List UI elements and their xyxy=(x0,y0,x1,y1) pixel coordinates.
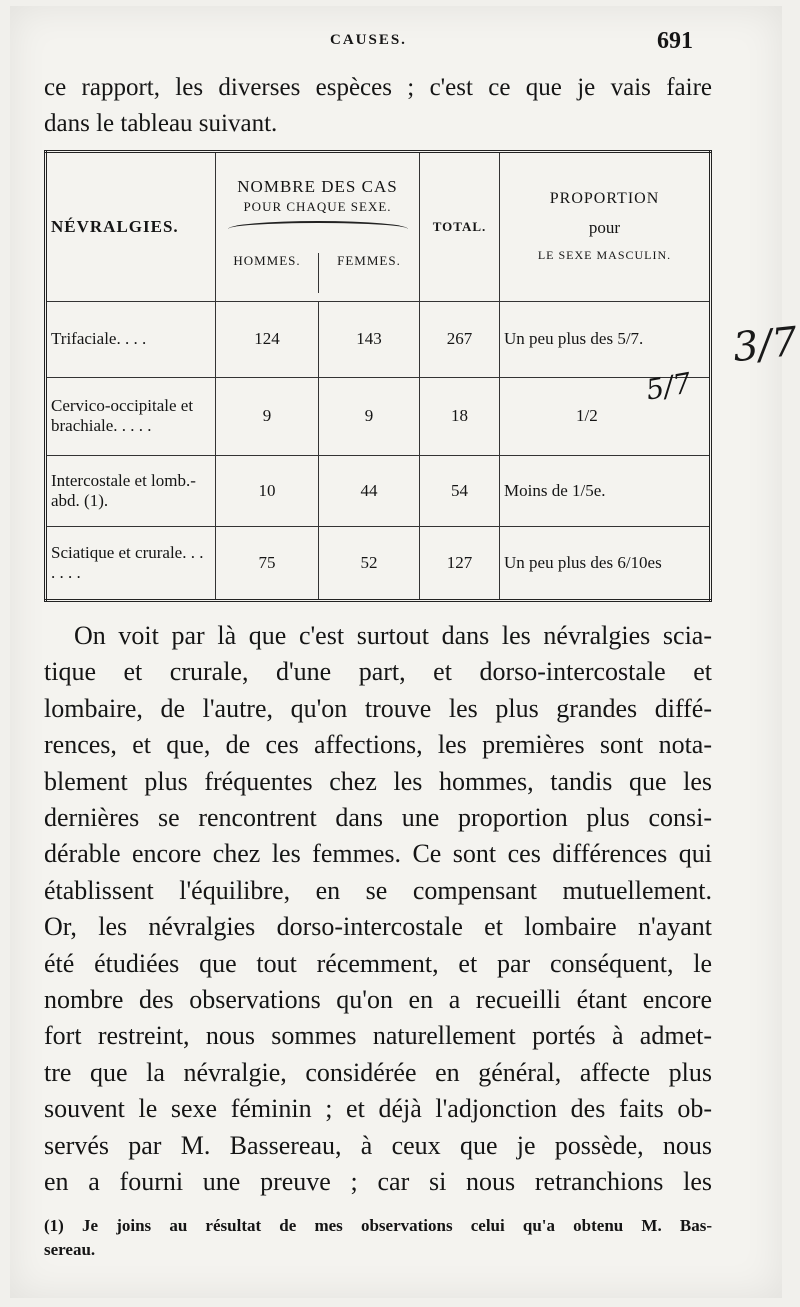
header-group-title: NOMBRE DES CAS xyxy=(237,177,398,196)
body-paragraph xyxy=(44,618,712,1201)
footnote-line: (1) Je joins au résultat de mes observations celui qu'a obtenu M. Bas- xyxy=(44,1216,712,1235)
row-proportion: Un peu plus des 5/7. xyxy=(500,301,711,377)
footnote xyxy=(44,1214,712,1262)
row-proportion: 1/2 xyxy=(500,377,711,455)
table-row xyxy=(46,455,711,527)
header-proportion-title: PROPORTION xyxy=(549,190,660,208)
footnote-line: sereau. xyxy=(44,1240,96,1259)
body-line: rences, et que, de ces affections, les premières sont nota- xyxy=(44,730,712,760)
body-line: tique et crurale, d'une part, et dorso-intercostale et xyxy=(44,657,712,687)
header-total-label: TOTAL. xyxy=(432,218,487,234)
row-total: 127 xyxy=(420,527,500,601)
table-row xyxy=(46,527,711,601)
header-proportion-sub: LE SEXE MASCULIN. xyxy=(537,248,672,263)
running-head: CAUSES. xyxy=(330,32,407,48)
row-femmes: 9 xyxy=(319,377,420,455)
row-hommes: 124 xyxy=(216,301,319,377)
body-line: On voit par là que c'est surtout dans les névralgies scia- xyxy=(74,621,712,650)
row-name: Intercostale et lomb.-abd. (1). xyxy=(46,455,216,527)
body-line: tre que la névralgie, considérée en général, affecte plus xyxy=(44,1057,712,1087)
handwritten-cell-correction: 5/7 xyxy=(643,366,694,407)
body-line: Or, les névralgies dorso-intercostale et lombaire n'ayant xyxy=(44,912,712,942)
row-name: Trifaciale. . . . xyxy=(46,301,216,377)
table-row xyxy=(46,301,711,377)
header-group-subtitle: POUR CHAQUE SEXE. xyxy=(243,199,392,214)
handwritten-margin-note: 3/7 xyxy=(730,318,800,372)
header-nevralgies-label: NÉVRALGIES. xyxy=(51,216,179,236)
header-hommes: HOMMES. xyxy=(216,253,319,293)
row-total: 18 xyxy=(420,377,500,455)
table-row xyxy=(46,377,711,455)
row-proportion: Un peu plus des 6/10es xyxy=(500,527,711,601)
page-number: 691 xyxy=(657,28,693,54)
body-line: en a fourni une preuve ; car si nous retranchions les xyxy=(44,1167,712,1197)
body-line: été étudiées que tout récemment, et par conséquent, le xyxy=(44,948,712,978)
header-sex-columns xyxy=(216,253,419,293)
header-proportion-pour: pour xyxy=(588,218,621,238)
body-line: nombre des observations qu'on en a recueilli étant encore xyxy=(44,985,712,1015)
row-femmes: 44 xyxy=(319,455,420,527)
body-line: lombaire, de l'autre, qu'on trouve les plus grandes diffé- xyxy=(44,693,712,723)
body-line: blement plus fréquentes chez les hommes, tandis que les xyxy=(44,766,712,796)
row-femmes: 143 xyxy=(319,301,420,377)
body-line: servés par M. Bassereau, à ceux que je possède, nous xyxy=(44,1130,712,1160)
row-hommes: 75 xyxy=(216,527,319,601)
body-line: dernières se rencontrent dans une proportion plus consi- xyxy=(44,803,712,833)
row-total: 54 xyxy=(420,455,500,527)
row-proportion: Moins de 1/5e. xyxy=(500,455,711,527)
intro-line: dans le tableau suivant. xyxy=(44,110,278,137)
header-nombre-des-cas xyxy=(216,152,420,302)
intro-line: ce rapport, les diverses espèces ; c'est ce que je vais faire xyxy=(44,74,712,101)
header-proportion xyxy=(500,152,711,302)
row-femmes: 52 xyxy=(319,527,420,601)
row-hommes: 10 xyxy=(216,455,319,527)
neuralgia-table xyxy=(44,150,712,602)
header-nevralgies xyxy=(46,152,216,302)
header-femmes: FEMMES. xyxy=(337,253,401,268)
row-name: Sciatique et crurale. . . . . . . xyxy=(46,527,216,601)
body-line: fort restreint, nous sommes naturellement portés à admet- xyxy=(44,1021,712,1051)
row-name: Cervico-occipitale et brachiale. . . . . xyxy=(46,377,216,455)
row-hommes: 9 xyxy=(216,377,319,455)
intro-paragraph xyxy=(44,70,712,142)
row-total: 267 xyxy=(420,301,500,377)
body-line: dérable encore chez les femmes. Ce sont ces différences qui xyxy=(44,839,712,869)
body-line: souvent le sexe féminin ; et déjà l'adjonction des faits ob- xyxy=(44,1094,712,1124)
header-total xyxy=(420,152,500,302)
header-brace xyxy=(228,221,408,237)
body-line: établissent l'équilibre, en se compensant mutuellement. xyxy=(44,875,712,905)
